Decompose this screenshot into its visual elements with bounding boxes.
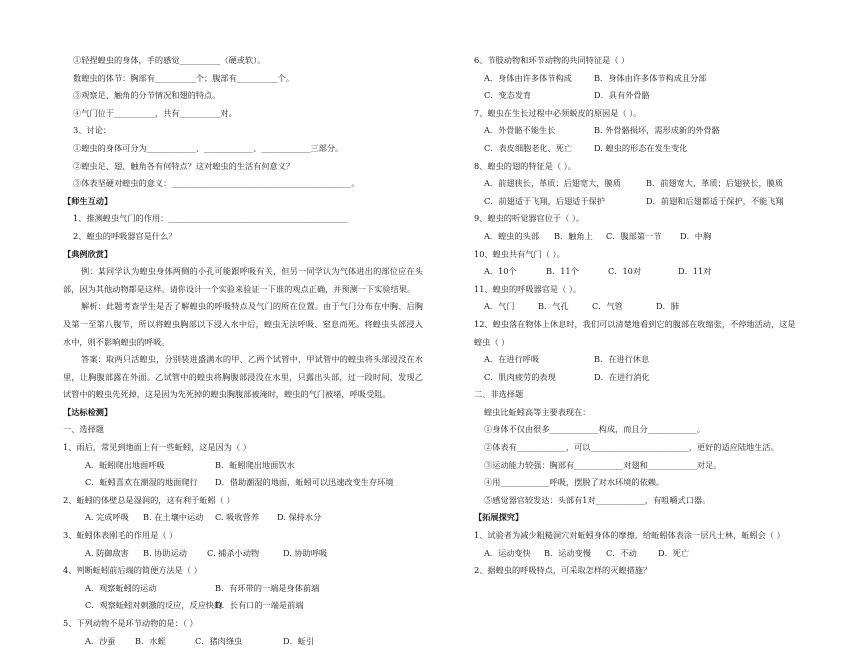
option: C．前翅适于飞翔，后翅适于保护 — [484, 195, 605, 206]
option-row — [474, 263, 814, 281]
option: D．肺 — [656, 301, 679, 312]
option-row — [63, 474, 423, 492]
option: A．在进行呼吸 — [484, 354, 540, 365]
option: C．变态发育 — [484, 90, 532, 101]
option: D．具有外骨骼 — [594, 90, 650, 101]
text-line: 8、蝗虫的翅的特征是（ ）。 — [474, 160, 576, 171]
text-line: ③运动能力较强：胸部有____________对翅和____________对足。 — [484, 459, 722, 470]
option: B. 协助运动 — [143, 547, 187, 558]
option: A. 防御敌害 — [85, 547, 129, 558]
option: B．身体由许多体节构成且分部 — [594, 72, 707, 83]
text-line: 蝗虫（ ） — [474, 336, 510, 347]
option-row — [474, 351, 814, 369]
option: A．外骨骼不能生长 — [484, 125, 556, 136]
text-line: 1、推测蝗虫气门的作用：____________________________________________ — [73, 213, 349, 224]
text-line: ①蝗虫的身体可分为____________、____________、____________三部分。 — [73, 142, 344, 153]
right-column — [474, 52, 814, 580]
option-row — [474, 122, 814, 140]
text-line: 2、蝗虫的呼吸器官是什么？ — [73, 230, 177, 241]
option: C．观察蚯蚓对刺激的反应，反应快的 — [85, 600, 223, 611]
left-column — [63, 52, 423, 650]
option-row — [474, 140, 814, 158]
option: C. 吸收营养 — [215, 512, 259, 523]
option-row — [63, 545, 423, 563]
text-line: ①身体不仅由很多____________构成，而且分____________。 — [484, 424, 706, 435]
option: B．有环带的一端是身体前端 — [215, 582, 320, 593]
option: C．气管 — [592, 301, 623, 312]
option: D．死亡 — [658, 547, 690, 558]
paragraph: 例：某同学认为蝗虫身体两侧的小孔可能跟呼吸有关，但另一同学认为气体进出的部位应在头部，因为其他动物都是这样。请你设计一个实验来验证一下谁的观点正确，并预测一下实验结果。 — [63, 266, 423, 294]
text-line: 1、雨后，常见到地面上有一些蚯蚓，这是因为（ ） — [63, 442, 251, 453]
option-row — [474, 175, 814, 193]
option: A．蝗虫的头部 — [484, 230, 540, 241]
option-row — [63, 597, 423, 615]
option: B．气孔 — [538, 301, 569, 312]
option: C．腹部第一节 — [606, 230, 662, 241]
option-row — [63, 580, 423, 598]
paragraph: 答案：取两只活蝗虫，分别装进盛满水的甲、乙两个试管中，甲试管中的蝗虫将头部浸没在水里，让胸腹部露在外面。乙试管中的蝗虫将胸腹部浸没在水里，只露出头部，过一段时间，发现乙试管中的蝗虫先死掉，这是因为先死掉的蝗虫胸腹部被淹时，蝗虫的气门被堵，呼吸受阻。 — [63, 354, 423, 400]
option: D．借助潮湿的地面，蚯蚓可以迅速改变生存环境 — [215, 477, 394, 488]
option-row — [63, 509, 423, 527]
text-line: 4、判断蚯蚓前后端的简便方法是（ ） — [63, 565, 202, 576]
option: C．肌肉疲劳的表现 — [484, 371, 556, 382]
option: B．11个 — [546, 266, 579, 277]
option-row — [63, 457, 423, 475]
section-heading: 【达标检测】 — [63, 406, 113, 417]
text-line: 一、选择题 — [63, 424, 104, 435]
option: B. 外骨骼损坏，需形成新的外骨骼 — [594, 125, 720, 136]
option: B．水蛭 — [135, 635, 166, 646]
option: D. 保持水分 — [277, 512, 322, 523]
text-line: 7、蝗虫在生长过程中必须蜕皮的原因是（ ）。 — [474, 107, 642, 118]
paragraph: 解析：此题考查学生是否了解蝗虫的呼吸特点及气门的所在位置。由于气门分布在中胸、后胸及第一至第八腹节，所以将蝗虫胸部以下浸入水中后，蝗虫无法呼吸、窒息而死。将蝗虫头部浸入水中，则不影响蝗虫的呼吸。 — [63, 301, 423, 347]
text-line: ①轻捏蝗虫的身体，手的感觉__________（硬或软）。 — [73, 55, 266, 65]
text-line: 5、下列动物不是环节动物的是：（ ） — [63, 618, 198, 628]
option-row — [474, 298, 814, 316]
text-line: 3、蚯蚓体表刚毛的作用是（ ） — [63, 530, 178, 541]
option-row — [63, 633, 423, 650]
option: C．蚯蚓喜欢在潮湿的地面爬行 — [85, 477, 198, 488]
text-line: 蝗虫比蚯蚓高等主要表现在： — [484, 406, 591, 417]
option: A．前翅狭长，革质；后翅宽大，膜质 — [484, 178, 621, 189]
text-line: 9、蝗虫的听觉器官位于（ ）。 — [474, 213, 585, 224]
section-heading: 【典例欣赏】 — [63, 248, 113, 259]
option: C．猪肉绦虫 — [195, 635, 243, 646]
option: B．运动变慢 — [544, 547, 591, 558]
section-heading: 【师生互动】 — [63, 195, 113, 206]
option: D. 蝗虫的形态在发生变化 — [594, 142, 688, 153]
option: D．在进行消化 — [594, 371, 650, 382]
option: B. 在土壤中运动 — [143, 512, 204, 523]
text-line: 二、非选择题 — [474, 389, 524, 400]
section-heading: 【拓展探究】 — [474, 512, 524, 523]
text-line: 10、蝗虫共有气门（ ）。 — [474, 248, 565, 259]
option-row — [474, 70, 814, 88]
option-row — [474, 228, 814, 246]
option: D．中胸 — [680, 230, 712, 241]
option: D. 协助呼吸 — [283, 547, 328, 558]
option: C．不动 — [606, 547, 637, 558]
option: D．前翅和后翅都适于保护，不能飞翔 — [646, 195, 784, 206]
option: A．观察蚯蚓的运动 — [85, 582, 157, 593]
text-line: ②蝗虫足、翅、触角各有何特点？这对蝗虫的生活有何意义？ — [73, 160, 295, 171]
option-row — [474, 369, 814, 387]
option: C. 捕杀小动物 — [207, 547, 260, 558]
option: B．蚯蚓爬出地面饮水 — [215, 459, 295, 470]
option-row — [474, 193, 814, 211]
text-line: 11、蝗虫的呼吸器官是（ ）。 — [474, 283, 582, 294]
text-line: ③观察足、触角的分节情况和翅的特点。 — [73, 90, 221, 101]
option-row — [474, 545, 814, 563]
option: B．触角上 — [554, 230, 593, 241]
text-line: 12、蝗虫落在物体上休息时，我们可以清楚地看到它的腹部在收缩张，不停地活动，这是 — [474, 318, 796, 329]
option: A．10个 — [484, 266, 517, 277]
text-line: 2、据蝗虫的呼吸特点，可采取怎样的灭蝗措施？ — [474, 565, 652, 576]
option-row — [474, 87, 814, 105]
text-line: 6、节肢动物和环节动物的共同特征是（ ） — [474, 55, 630, 65]
text-line: ③体表坚硬对蝗虫的意义：____________________________________________。 — [73, 178, 360, 189]
option: B．在进行休息 — [594, 354, 650, 365]
text-line: ④气门位于__________，共有__________对。 — [73, 107, 237, 118]
text-line: ⑤感觉器官较发达：头部有1对____________，有咀嚼式口器。 — [484, 494, 711, 505]
text-line: 3、讨论： — [73, 125, 111, 136]
option: A．沙蚕 — [85, 635, 116, 646]
option: A．蚯蚓爬出地面呼吸 — [85, 459, 165, 470]
text-line: 2、蚯蚓的体壁总是湿润的，这有利于蚯蚓（ ） — [63, 494, 235, 505]
option: C．10对 — [608, 266, 642, 277]
option: A. 完成呼吸 — [85, 512, 129, 523]
option: B．前翅宽大，革质；后翅狭长，膜质 — [646, 178, 784, 189]
option: A．身体由许多体节构成 — [484, 72, 572, 83]
text-line: ④用____________呼吸，摆脱了对水环境的依赖。 — [484, 477, 665, 488]
option: D．11对 — [678, 266, 712, 277]
option: D．蚯引 — [283, 635, 315, 646]
option: A．运动变快 — [484, 547, 531, 558]
option: A．气门 — [484, 301, 515, 312]
text-line: ②体表有____________，可以________________________，更好的适应陆地生活。 — [484, 442, 779, 453]
text-line: 1、试验者为减少粗糙洞穴对蚯蚓身体的摩擦，给蚯蚓体表涂一层凡士林，蚯蚓会（ ） — [474, 530, 785, 541]
option: C．表皮细胞老化、死亡 — [484, 142, 573, 153]
option: D．长有口的一端是前端 — [215, 600, 304, 611]
text-line: 数蝗虫的体节：胸部有__________个；腹部有__________个。 — [73, 72, 295, 83]
